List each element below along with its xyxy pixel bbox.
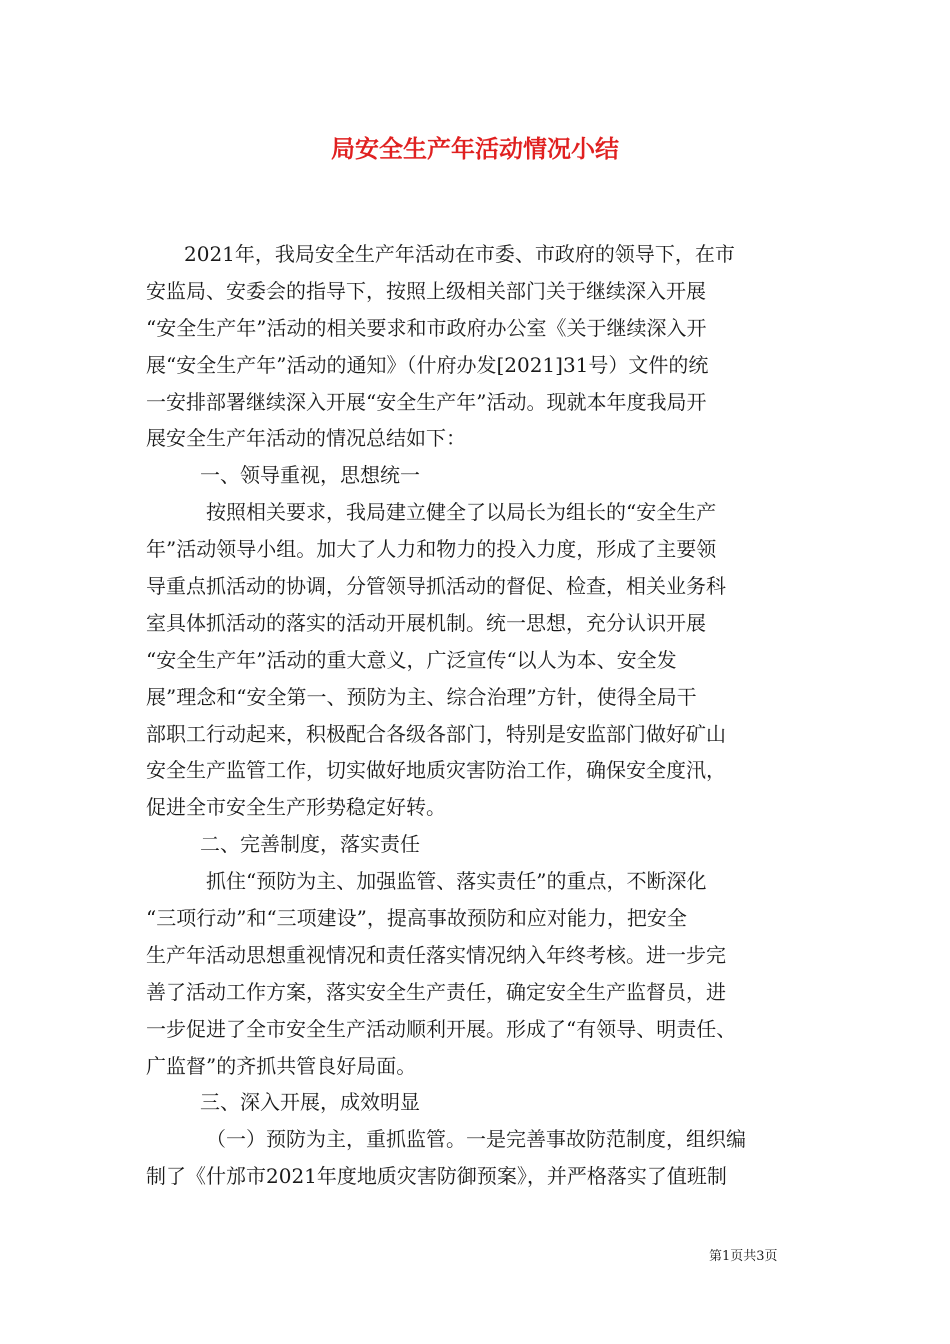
paragraph-line: 制了《什邡市2021年度地质灾害防御预案》，并严格落实了值班制: [146, 1164, 727, 1189]
page-number: 第1页共3页: [709, 1249, 778, 1264]
paragraph-line: 展“安全生产年”活动的通知》（什府办发[2021]31号）文件的统: [146, 352, 709, 377]
paragraph-line: “安全生产年”活动的重大意义，广泛宣传“以人为本、安全发: [146, 647, 677, 672]
paragraph-line: 一安排部署继续深入开展“安全生产年”活动。现就本年度我局开: [146, 389, 707, 414]
paragraph-line: 部职工行动起来，积极配合各级各部门，特别是安监部门做好矿山: [146, 721, 726, 746]
paragraph-line: “安全生产年”活动的相关要求和市政府办公室《关于继续深入开: [146, 315, 707, 340]
paragraph-line: 展安全生产年活动的情况总结如下：: [146, 426, 466, 451]
paragraph-line: 广监督”的齐抓共管良好局面。: [146, 1053, 417, 1078]
paragraph-line: 生产年活动思想重视情况和责任落实情况纳入年终考核。进一步完: [146, 942, 726, 967]
paragraph-line: 年”活动领导小组。加大了人力和物力的投入力度，形成了主要领: [146, 537, 717, 562]
paragraph-line: 2021年，我局安全生产年活动在市委、市政府的领导下，在市: [184, 242, 735, 266]
paragraph-line: 安监局、安委会的指导下，按照上级相关部门关于继续深入开展: [146, 278, 706, 303]
paragraph-line: 一步促进了全市安全生产活动顺利开展。形成了“有领导、明责任、: [146, 1016, 737, 1041]
paragraph-line: 室具体抓活动的落实的活动开展机制。统一思想，充分认识开展: [146, 610, 706, 635]
section-heading: 三、深入开展，成效明显: [200, 1090, 420, 1115]
paragraph-line: 安全生产监管工作，切实做好地质灾害防治工作，确保安全度汛，: [146, 758, 726, 783]
section-heading: 一、领导重视，思想统一: [200, 463, 420, 488]
paragraph-line: 导重点抓活动的协调，分管领导抓活动的督促、检查，相关业务科: [146, 574, 726, 599]
paragraph-line: 善了活动工作方案，落实安全生产责任，确定安全生产监督员，进: [146, 979, 726, 1004]
paragraph-line: “三项行动”和“三项建设”，提高事故预防和应对能力，把安全: [146, 906, 687, 931]
section-heading: 二、完善制度，落实责任: [200, 832, 420, 857]
paragraph-line: （一）预防为主，重抓监管。一是完善事故防范制度，组织编: [206, 1127, 746, 1152]
paragraph-line: 促进全市安全生产形势稳定好转。: [146, 795, 446, 820]
document-body: [146, 236, 806, 1195]
document-title: 局安全生产年活动情况小结: [331, 134, 619, 163]
paragraph-line: 按照相关要求，我局建立健全了以局长为组长的“安全生产: [206, 500, 717, 525]
paragraph-line: 抓住“预防为主、加强监管、落实责任”的重点，不断深化: [206, 869, 707, 894]
paragraph-line: 展”理念和“安全第一、预防为主、综合治理”方针，使得全局干: [146, 684, 697, 709]
